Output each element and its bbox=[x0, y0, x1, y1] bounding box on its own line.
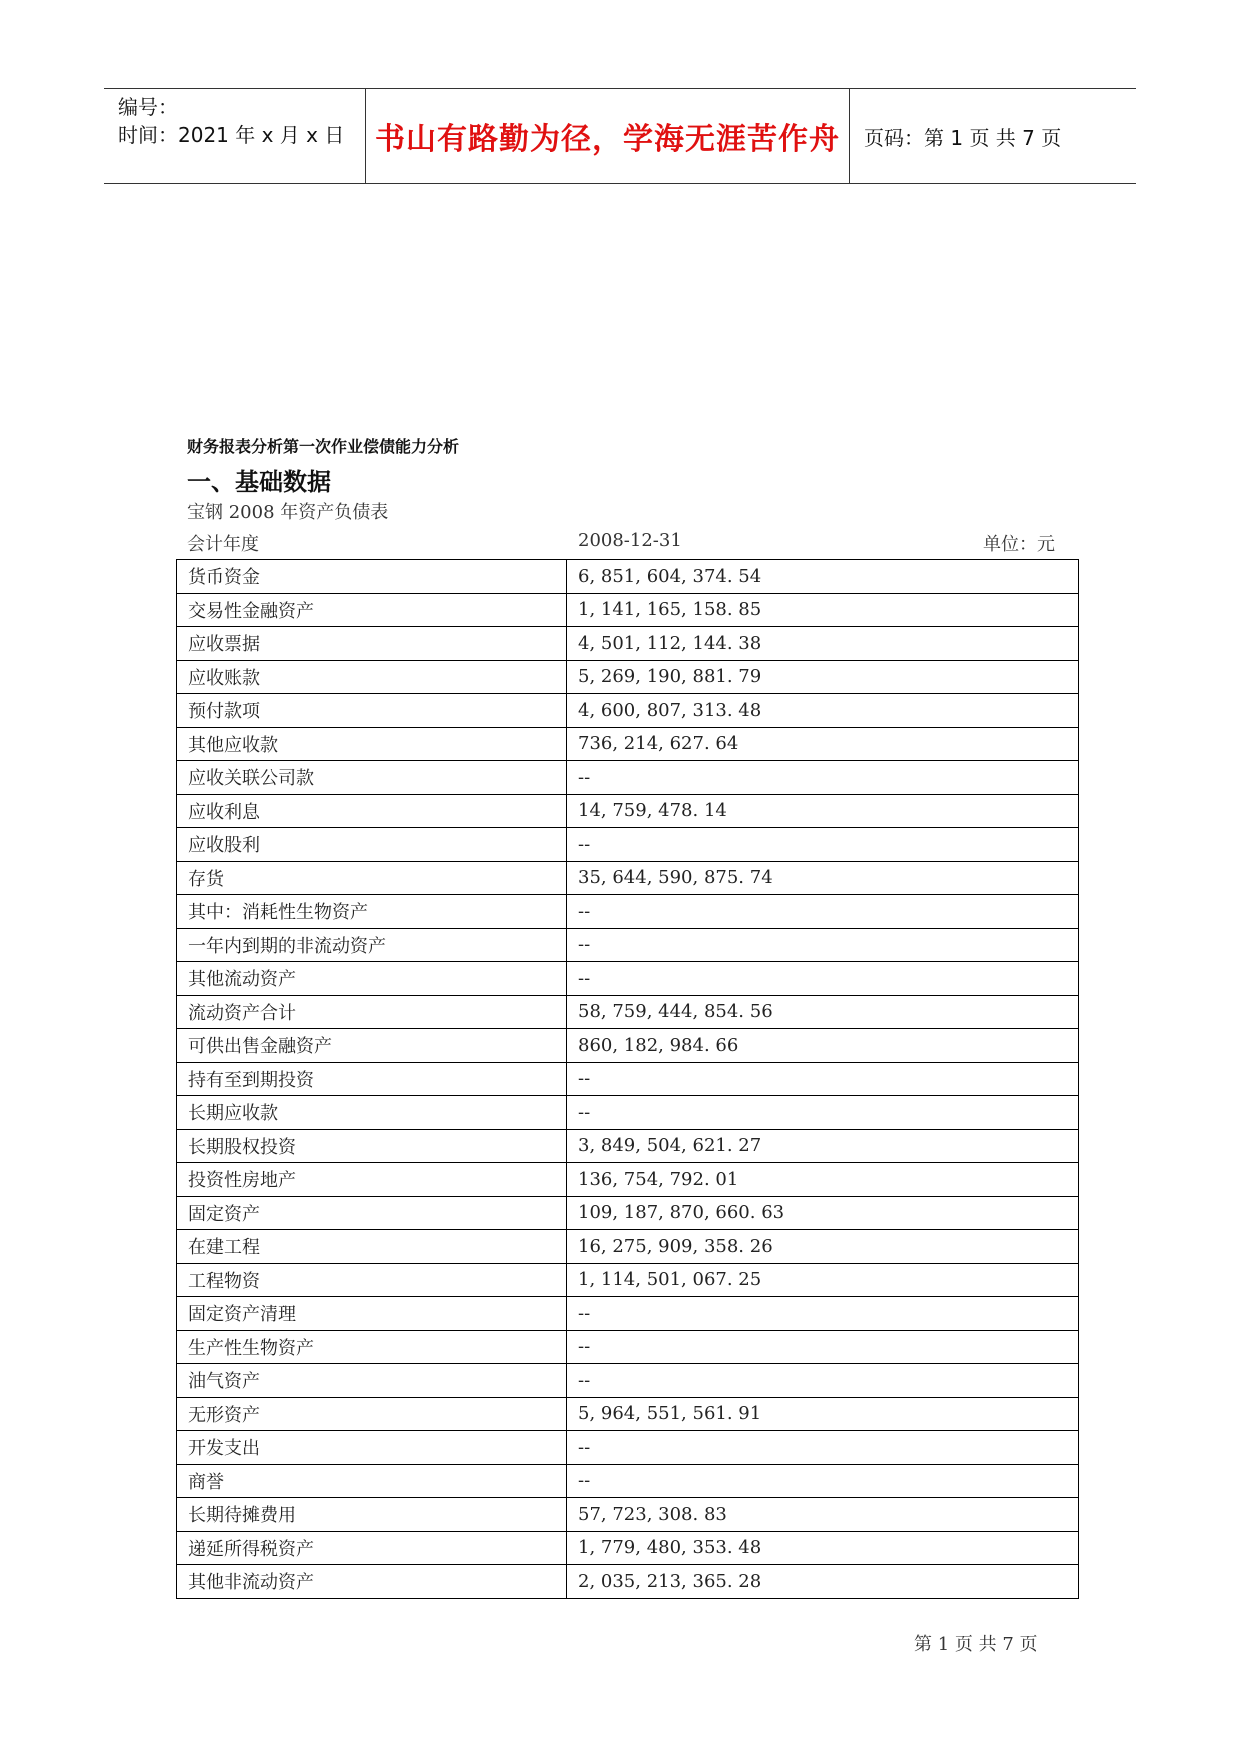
value-cell: -- bbox=[567, 828, 1079, 862]
table-row bbox=[177, 1163, 1079, 1197]
report-date: 2008-12-31 bbox=[578, 530, 682, 551]
value-cell: -- bbox=[567, 928, 1079, 962]
item-cell: 货币资金 bbox=[177, 560, 567, 594]
value-cell: -- bbox=[567, 895, 1079, 929]
value-cell: 109, 187, 870, 660. 63 bbox=[567, 1196, 1079, 1230]
item-cell: 存货 bbox=[177, 861, 567, 895]
table-row bbox=[177, 1297, 1079, 1331]
table-row bbox=[177, 928, 1079, 962]
page-code: 页码：第 1 页 共 7 页 bbox=[864, 125, 1062, 150]
table-row bbox=[177, 1230, 1079, 1264]
value-cell: 5, 964, 551, 561. 91 bbox=[567, 1397, 1079, 1431]
table-row bbox=[177, 1062, 1079, 1096]
table-row bbox=[177, 1330, 1079, 1364]
table-row bbox=[177, 1397, 1079, 1431]
item-cell: 其他流动资产 bbox=[177, 962, 567, 996]
table-row bbox=[177, 1364, 1079, 1398]
value-cell: -- bbox=[567, 1330, 1079, 1364]
table-row bbox=[177, 794, 1079, 828]
page-footer: 第 1 页 共 7 页 bbox=[914, 1634, 1038, 1655]
item-cell: 应收利息 bbox=[177, 794, 567, 828]
table-row bbox=[177, 1129, 1079, 1163]
item-cell: 长期应收款 bbox=[177, 1096, 567, 1130]
item-cell: 长期股权投资 bbox=[177, 1129, 567, 1163]
value-cell: 736, 214, 627. 64 bbox=[567, 727, 1079, 761]
value-cell: -- bbox=[567, 1297, 1079, 1331]
value-cell: 58, 759, 444, 854. 56 bbox=[567, 995, 1079, 1029]
value-cell: -- bbox=[567, 1364, 1079, 1398]
table-row bbox=[177, 560, 1079, 594]
table-row bbox=[177, 694, 1079, 728]
number-label: 编号： bbox=[118, 95, 178, 119]
table-row bbox=[177, 593, 1079, 627]
value-cell: -- bbox=[567, 962, 1079, 996]
item-cell: 交易性金融资产 bbox=[177, 593, 567, 627]
year-label: 会计年度 bbox=[187, 534, 259, 555]
item-cell: 无形资产 bbox=[177, 1397, 567, 1431]
item-cell: 长期待摊费用 bbox=[177, 1498, 567, 1532]
table-row bbox=[177, 995, 1079, 1029]
table-row bbox=[177, 727, 1079, 761]
item-cell: 递延所得税资产 bbox=[177, 1531, 567, 1565]
table-row bbox=[177, 1096, 1079, 1130]
item-cell: 可供出售金融资产 bbox=[177, 1029, 567, 1063]
item-cell: 工程物资 bbox=[177, 1263, 567, 1297]
value-cell: -- bbox=[567, 761, 1079, 795]
document-title: 财务报表分析第一次作业偿债能力分析 bbox=[187, 437, 460, 456]
unit-label: 单位：元 bbox=[983, 534, 1055, 555]
item-cell: 应收股利 bbox=[177, 828, 567, 862]
table-row bbox=[177, 962, 1079, 996]
item-cell: 固定资产清理 bbox=[177, 1297, 567, 1331]
value-cell: 4, 600, 807, 313. 48 bbox=[567, 694, 1079, 728]
value-cell: 136, 754, 792. 01 bbox=[567, 1163, 1079, 1197]
table-row bbox=[177, 1431, 1079, 1465]
table-row bbox=[177, 660, 1079, 694]
table-row bbox=[177, 627, 1079, 661]
table-row bbox=[177, 761, 1079, 795]
item-cell: 其中：消耗性生物资产 bbox=[177, 895, 567, 929]
value-cell: 6, 851, 604, 374. 54 bbox=[567, 560, 1079, 594]
item-cell: 持有至到期投资 bbox=[177, 1062, 567, 1096]
value-cell: 35, 644, 590, 875. 74 bbox=[567, 861, 1079, 895]
item-cell: 在建工程 bbox=[177, 1230, 567, 1264]
table-row bbox=[177, 861, 1079, 895]
value-cell: 57, 723, 308. 83 bbox=[567, 1498, 1079, 1532]
value-cell: 16, 275, 909, 358. 26 bbox=[567, 1230, 1079, 1264]
item-cell: 应收账款 bbox=[177, 660, 567, 694]
table-row bbox=[177, 1263, 1079, 1297]
value-cell: -- bbox=[567, 1431, 1079, 1465]
document-header bbox=[104, 88, 1136, 184]
table-row bbox=[177, 1029, 1079, 1063]
time-label: 时间：2021 年 x 月 x 日 bbox=[118, 123, 345, 147]
table-caption: 宝钢 2008 年资产负债表 bbox=[187, 502, 389, 523]
table-row bbox=[177, 1196, 1079, 1230]
balance-sheet-table bbox=[176, 559, 1079, 1599]
item-cell: 生产性生物资产 bbox=[177, 1330, 567, 1364]
value-cell: 860, 182, 984. 66 bbox=[567, 1029, 1079, 1063]
item-cell: 流动资产合计 bbox=[177, 995, 567, 1029]
item-cell: 其他应收款 bbox=[177, 727, 567, 761]
table-row bbox=[177, 1498, 1079, 1532]
table-meta-row bbox=[187, 530, 1055, 554]
item-cell: 一年内到期的非流动资产 bbox=[177, 928, 567, 962]
table-row bbox=[177, 895, 1079, 929]
value-cell: 1, 779, 480, 353. 48 bbox=[567, 1531, 1079, 1565]
item-cell: 应收票据 bbox=[177, 627, 567, 661]
value-cell: -- bbox=[567, 1464, 1079, 1498]
value-cell: 1, 141, 165, 158. 85 bbox=[567, 593, 1079, 627]
header-page-cell bbox=[850, 89, 1136, 183]
item-cell: 投资性房地产 bbox=[177, 1163, 567, 1197]
item-cell: 油气资产 bbox=[177, 1364, 567, 1398]
item-cell: 商誉 bbox=[177, 1464, 567, 1498]
header-info-cell bbox=[104, 89, 366, 183]
item-cell: 应收关联公司款 bbox=[177, 761, 567, 795]
item-cell: 预付款项 bbox=[177, 694, 567, 728]
table-row bbox=[177, 1531, 1079, 1565]
value-cell: 2, 035, 213, 365. 28 bbox=[567, 1565, 1079, 1599]
value-cell: 14, 759, 478. 14 bbox=[567, 794, 1079, 828]
table-row bbox=[177, 1464, 1079, 1498]
value-cell: 5, 269, 190, 881. 79 bbox=[567, 660, 1079, 694]
motto-text: 书山有路勤为径，学海无涯苦作舟 bbox=[375, 122, 840, 157]
item-cell: 固定资产 bbox=[177, 1196, 567, 1230]
value-cell: -- bbox=[567, 1096, 1079, 1130]
table-row bbox=[177, 1565, 1079, 1599]
section-title: 一、基础数据 bbox=[187, 468, 331, 496]
item-cell: 开发支出 bbox=[177, 1431, 567, 1465]
value-cell: -- bbox=[567, 1062, 1079, 1096]
value-cell: 4, 501, 112, 144. 38 bbox=[567, 627, 1079, 661]
header-motto-cell bbox=[366, 89, 850, 183]
value-cell: 1, 114, 501, 067. 25 bbox=[567, 1263, 1079, 1297]
table-row bbox=[177, 828, 1079, 862]
value-cell: 3, 849, 504, 621. 27 bbox=[567, 1129, 1079, 1163]
item-cell: 其他非流动资产 bbox=[177, 1565, 567, 1599]
